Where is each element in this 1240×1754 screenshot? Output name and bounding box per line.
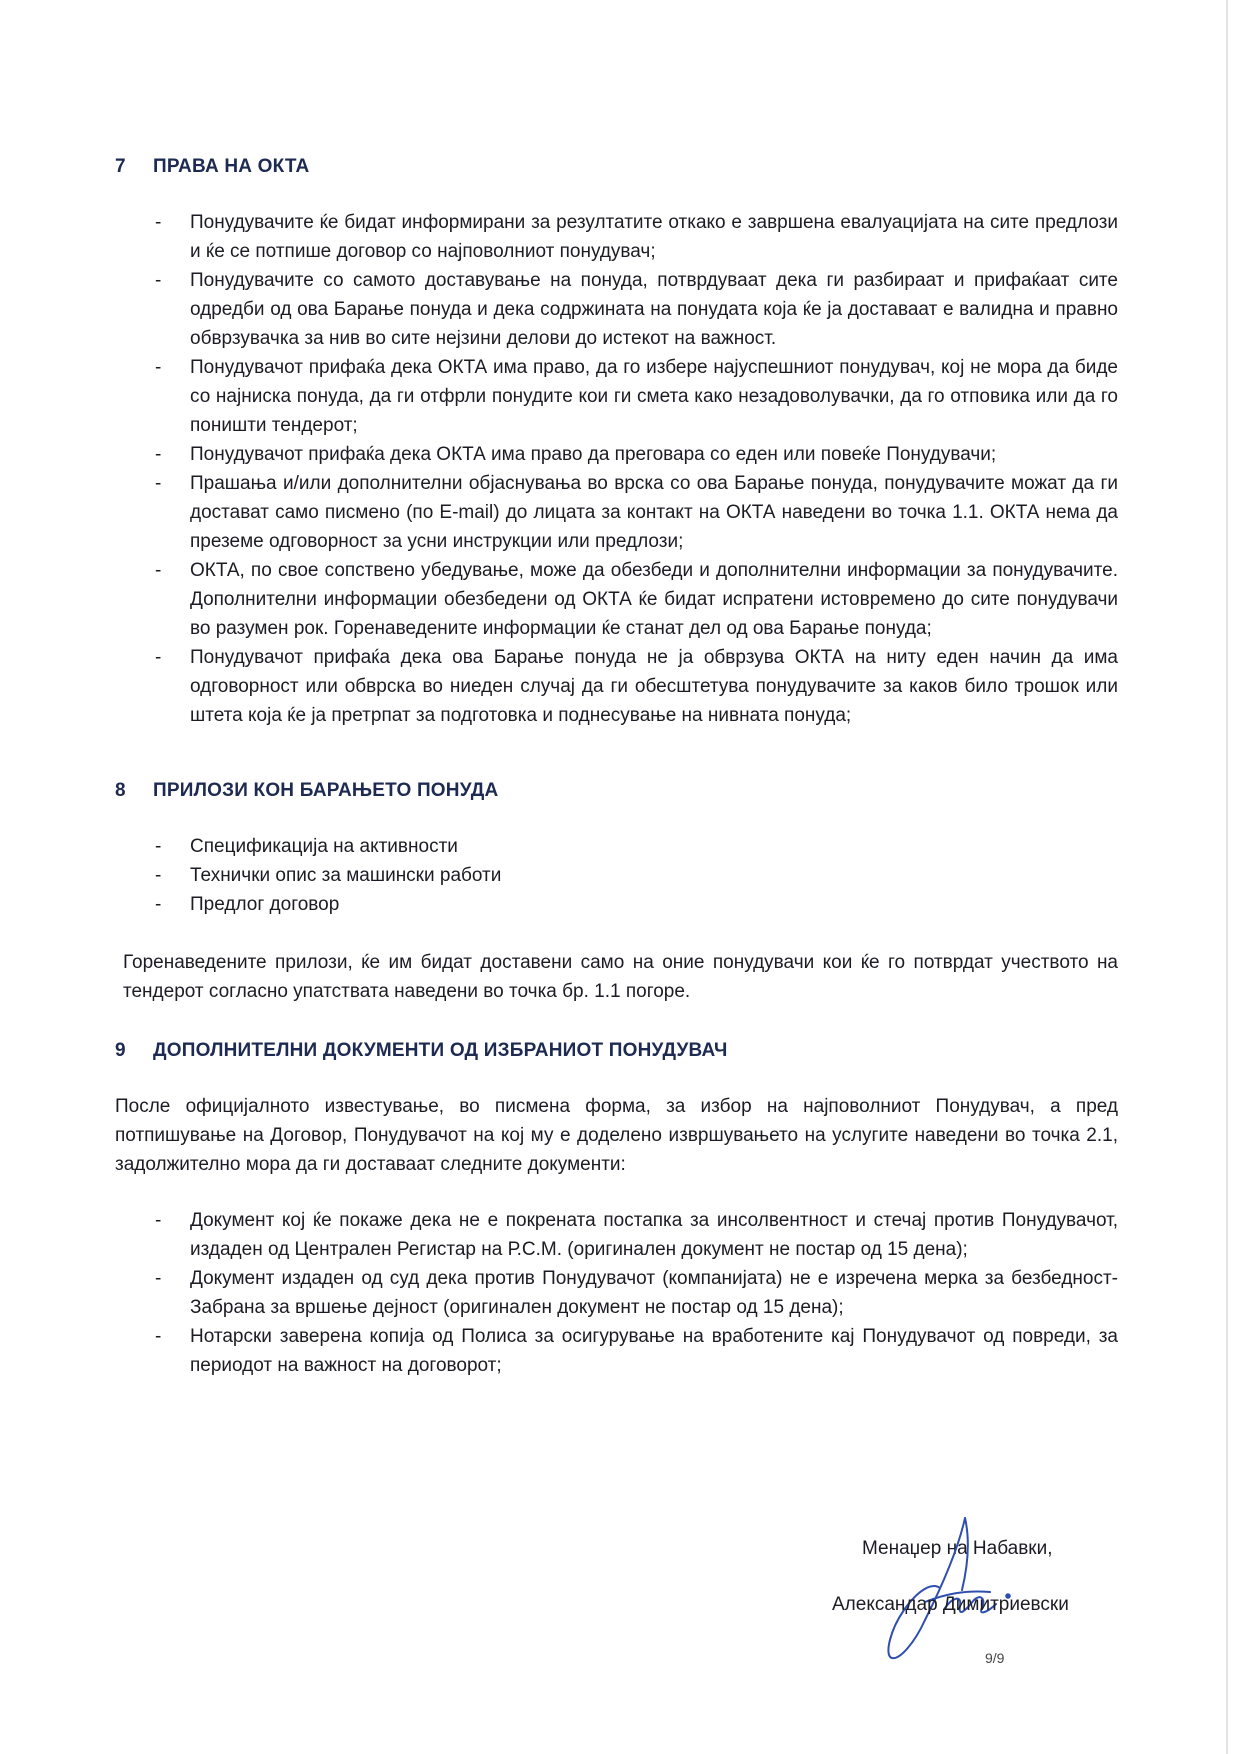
list-item: - Предлог договор <box>150 890 1118 919</box>
dash-bullet: - <box>155 357 162 378</box>
section-number: 7 <box>115 156 126 177</box>
dash-bullet: - <box>155 647 162 668</box>
list-item: - Прашања и/или дополнителни објаснувања во врска со ова Барање понуда, понудувачите можат да ги достават само писмено (по E-mail) до лицата за контакт на ОКТА наведени во точка 1.1. ОКТА нема да преземе одговорност за усни инструкции или предлози; <box>150 469 1118 556</box>
section-9-heading <box>115 1040 728 1062</box>
dash-bullet: - <box>155 1326 162 1347</box>
handwritten-signature <box>870 1510 1050 1670</box>
dash-bullet: - <box>155 836 162 857</box>
dash-bullet: - <box>155 1268 162 1289</box>
attachments-note: Горенаведените прилози, ќе им бидат доставени само на оние понудувачи кои ќе го потврдат учеството на тендерот согласно упатствата наведени во точка бр. 1.1 погоре. <box>123 952 1118 1002</box>
dash-bullet: - <box>155 894 162 915</box>
list-item: - Спецификација на активности <box>150 832 1118 861</box>
section-9-intro: После официјалното известување, во писмена форма, за избор на најповолниот Понудувач, а пред потпишување на Договор, Понудувачот на кој му е доделено извршувањето на услугите наведени во точка 2.1, задолжително мора да ги доставаат следните документи: <box>115 1096 1118 1175</box>
list-item: - Нотарски заверена копија од Полиса за осигурување на вработените кај Понудувачот од повреди, за периодот на важност на договорот; <box>150 1322 1118 1380</box>
list-item: - Понудувачите со самото доставување на понуда, потврдуваат дека ги разбираат и прифаќаат сите одредби од ова Барање понуда и дека содржината на понудата која ќе ја доставаат е валидна и правно обврзувачка за нив во сите нејзини делови до истекот на важност. <box>150 266 1118 353</box>
dash-bullet: - <box>155 270 162 291</box>
section-8-list <box>150 832 1118 919</box>
dash-bullet: - <box>155 473 162 494</box>
signatory-name: Александар Димитриевски <box>832 1594 1069 1615</box>
section-number: 9 <box>115 1040 126 1061</box>
section-title: ДОПОЛНИТЕЛНИ ДОКУМЕНТИ ОД ИЗБРАНИОТ ПОНУДУВАЧ <box>153 1040 728 1061</box>
list-item: - Понудувачот прифаќа дека ОКТА има право, да го избере најуспешниот понудувач, кој не мора да биде со најниска понуда, да ги отфрли понудите кои ги смета како незадоволувачки, да го отповика или да го поништи тендерот; <box>150 353 1118 440</box>
list-item: - ОКТА, по свое сопствено убедување, може да обезбеди и дополнителни информации за понудувачите. Дополнителни информации обезбедени од ОКТА ќе бидат испратени истовремено до сите понудувачи во разумен рок. Горенаведените информации ќе станат дел од ова Барање понуда; <box>150 556 1118 643</box>
section-7-heading <box>115 156 309 178</box>
section-8-heading <box>115 780 498 802</box>
section-title: ПРИЛОЗИ КОН БАРАЊЕТО ПОНУДА <box>153 780 499 801</box>
list-item: - Технички опис за машински работи <box>150 861 1118 890</box>
dash-bullet: - <box>155 1210 162 1231</box>
dash-bullet: - <box>155 560 162 581</box>
list-item: - Документ кој ќе покаже дека не е покрената постапка за инсолвентност и стечај против Понудувачот, издаден од Централен Регистар на Р.С.М. (оригинален документ не постар од 15 дена); <box>150 1206 1118 1264</box>
dash-bullet: - <box>155 444 162 465</box>
page-number: 9/9 <box>985 1650 1005 1666</box>
section-7-list <box>150 208 1118 730</box>
section-number: 8 <box>115 780 126 801</box>
list-item: - Понудувачите ќе бидат информирани за резултатите откако е завршена евалуацијата на сите предлози и ќе се потпише договор со најповолниот понудувач; <box>150 208 1118 266</box>
dash-bullet: - <box>155 865 162 886</box>
section-9-list <box>150 1206 1118 1380</box>
dash-bullet: - <box>155 212 162 233</box>
list-item: - Понудувачот прифаќа дека ОКТА има право да преговара со еден или повеќе Понудувачи; <box>150 440 1118 469</box>
page-edge-line <box>1226 0 1228 1754</box>
list-item: - Понудувачот прифаќа дека ова Барање понуда не ја обврзува ОКТА на ниту еден начин да има одговорност или обврска во ниеден случај да ги обесштетува понудувачите за каков било трошок или штета која ќе ја претрпат за подготовка и поднесување на нивната понуда; <box>150 643 1118 730</box>
section-title: ПРАВА НА ОКТА <box>153 156 310 177</box>
signatory-role: Менаџер на Набавки, <box>862 1538 1053 1559</box>
list-item: - Документ издаден од суд дека против Понудувачот (компанијата) не е изречена мерка за безбедност-Забрана за вршење дејност (оригинален документ не постар од 15 дена); <box>150 1264 1118 1322</box>
